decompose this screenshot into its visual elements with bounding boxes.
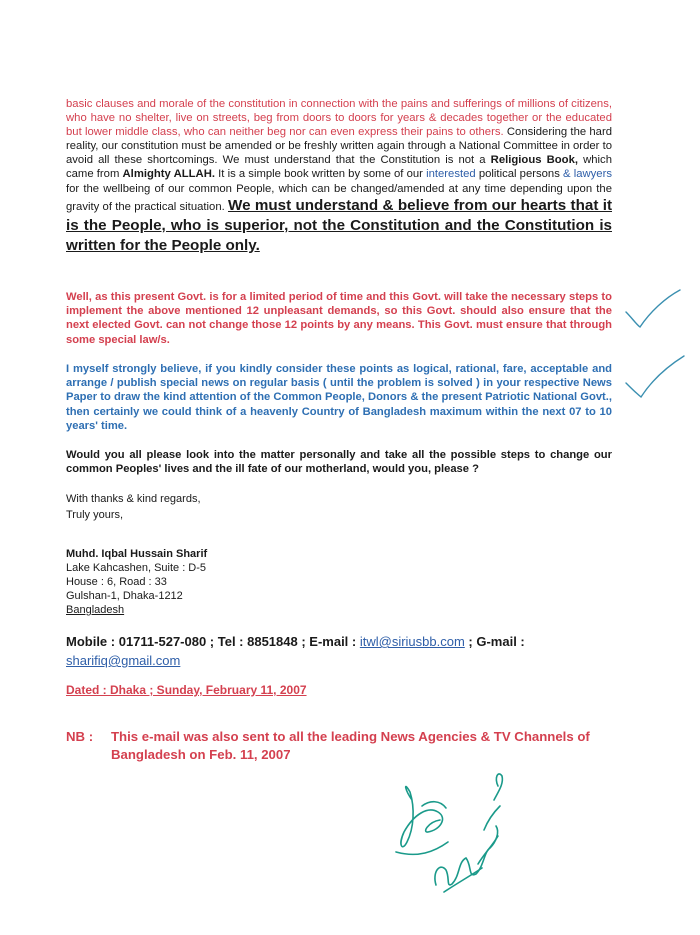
checkmark-icon (626, 290, 680, 327)
nb-note (66, 728, 612, 764)
gmail-link[interactable]: sharifiq@gmail.com (66, 653, 181, 668)
paragraph-request: Would you all please look into the matter personally and take all the possible steps to change our common Peoples' lives and the ill fate of our motherland, would you, please ? (66, 449, 612, 476)
email-link[interactable]: itwl@siriusbb.com (359, 634, 465, 649)
sender-address-line: House : 6, Road : 33 (66, 576, 167, 588)
sender-name: Muhd. Iqbal Hussain Sharif (66, 548, 208, 560)
text-segment: political persons (475, 168, 564, 181)
closing-yours: Truly yours, (66, 508, 124, 521)
handwritten-signature-icon (396, 774, 502, 892)
date-line: Dated : Dhaka ; Sunday, February 11, 2007 (66, 683, 307, 697)
text-segment: It is a simple book written by some of our (215, 168, 427, 181)
paragraph-constitution (66, 97, 612, 256)
sender-address-line: Gulshan-1, Dhaka-1212 (66, 590, 183, 602)
contact-phones: Mobile : 01711-527-080 ; Tel : 8851848 ; E-mail : (66, 634, 360, 649)
text-emphasis-statement: We must understand & believe from our hearts that it is the People, who is superior, not the Constitution and the Constitution is written for the People only. (66, 196, 612, 254)
paragraph-govt: Well, as this present Govt. is for a limited period of time and this Govt. will take the necessary steps to implement the above mentioned 12 unpleasant demands, so this Govt. should also ensure that the next elected Govt. can not change those 12 points by any means. This Govt. must ensure that through some special law/s. (66, 291, 612, 346)
checkmark-icon (626, 356, 684, 397)
sender-country: Bangladesh (66, 604, 125, 616)
paragraph-belief: I myself strongly believe, if you kindly consider these points as logical, rational, fare, acceptable and arrange / publish special news on regular basis ( until the problem is solved ) in your respective News Paper to draw the kind attention of the Common People, Donors & the present Patriotic National Govt., then certainly we could think of a heavenly Country of Bangladesh maximum within the next 07 to 10 years' time. (66, 363, 612, 432)
text-blue-ampersand: & (563, 168, 571, 181)
closing-block (66, 492, 612, 523)
contact-line (66, 632, 612, 670)
signature-block (66, 547, 612, 617)
sender-address-line: Lake Kahcashen, Suite : D-5 (66, 562, 207, 574)
text-red-intro: basic clauses and morale of the constitution in connection with the pains and sufferings of millions of citizens, who have no shelter, live on streets, beg from doors to doors for years & decades together or the educated but lower middle class, who can neither beg nor can even express their pains to others. (66, 98, 612, 139)
nb-label: NB : (66, 729, 94, 744)
nb-text: This e-mail was also sent to all the leading News Agencies & TV Channels of Bangladesh on Feb. 11, 2007 (111, 729, 590, 762)
contact-separator: ; G-mail : (464, 634, 525, 649)
text-blue-interested: interested (426, 168, 476, 181)
text-bold-religious-book: Religious Book, (490, 154, 578, 167)
text-segment: for the wellbeing of our common People, which can be changed/amended at any time depending upon the gravity of the practical situation. (66, 182, 612, 213)
text-blue-lawyers: lawyers (570, 168, 613, 181)
text-segment: Considering the hard reality, our constitution must be amended or be freshly written again through a National Committee in order to avoid all these shortcomings. We must understand that the Constitution is not a (66, 126, 613, 167)
closing-regards: With thanks & kind regards, (66, 493, 201, 505)
text-segment: which came from (66, 154, 612, 181)
text-bold-allah: Almighty ALLAH. (122, 168, 215, 181)
